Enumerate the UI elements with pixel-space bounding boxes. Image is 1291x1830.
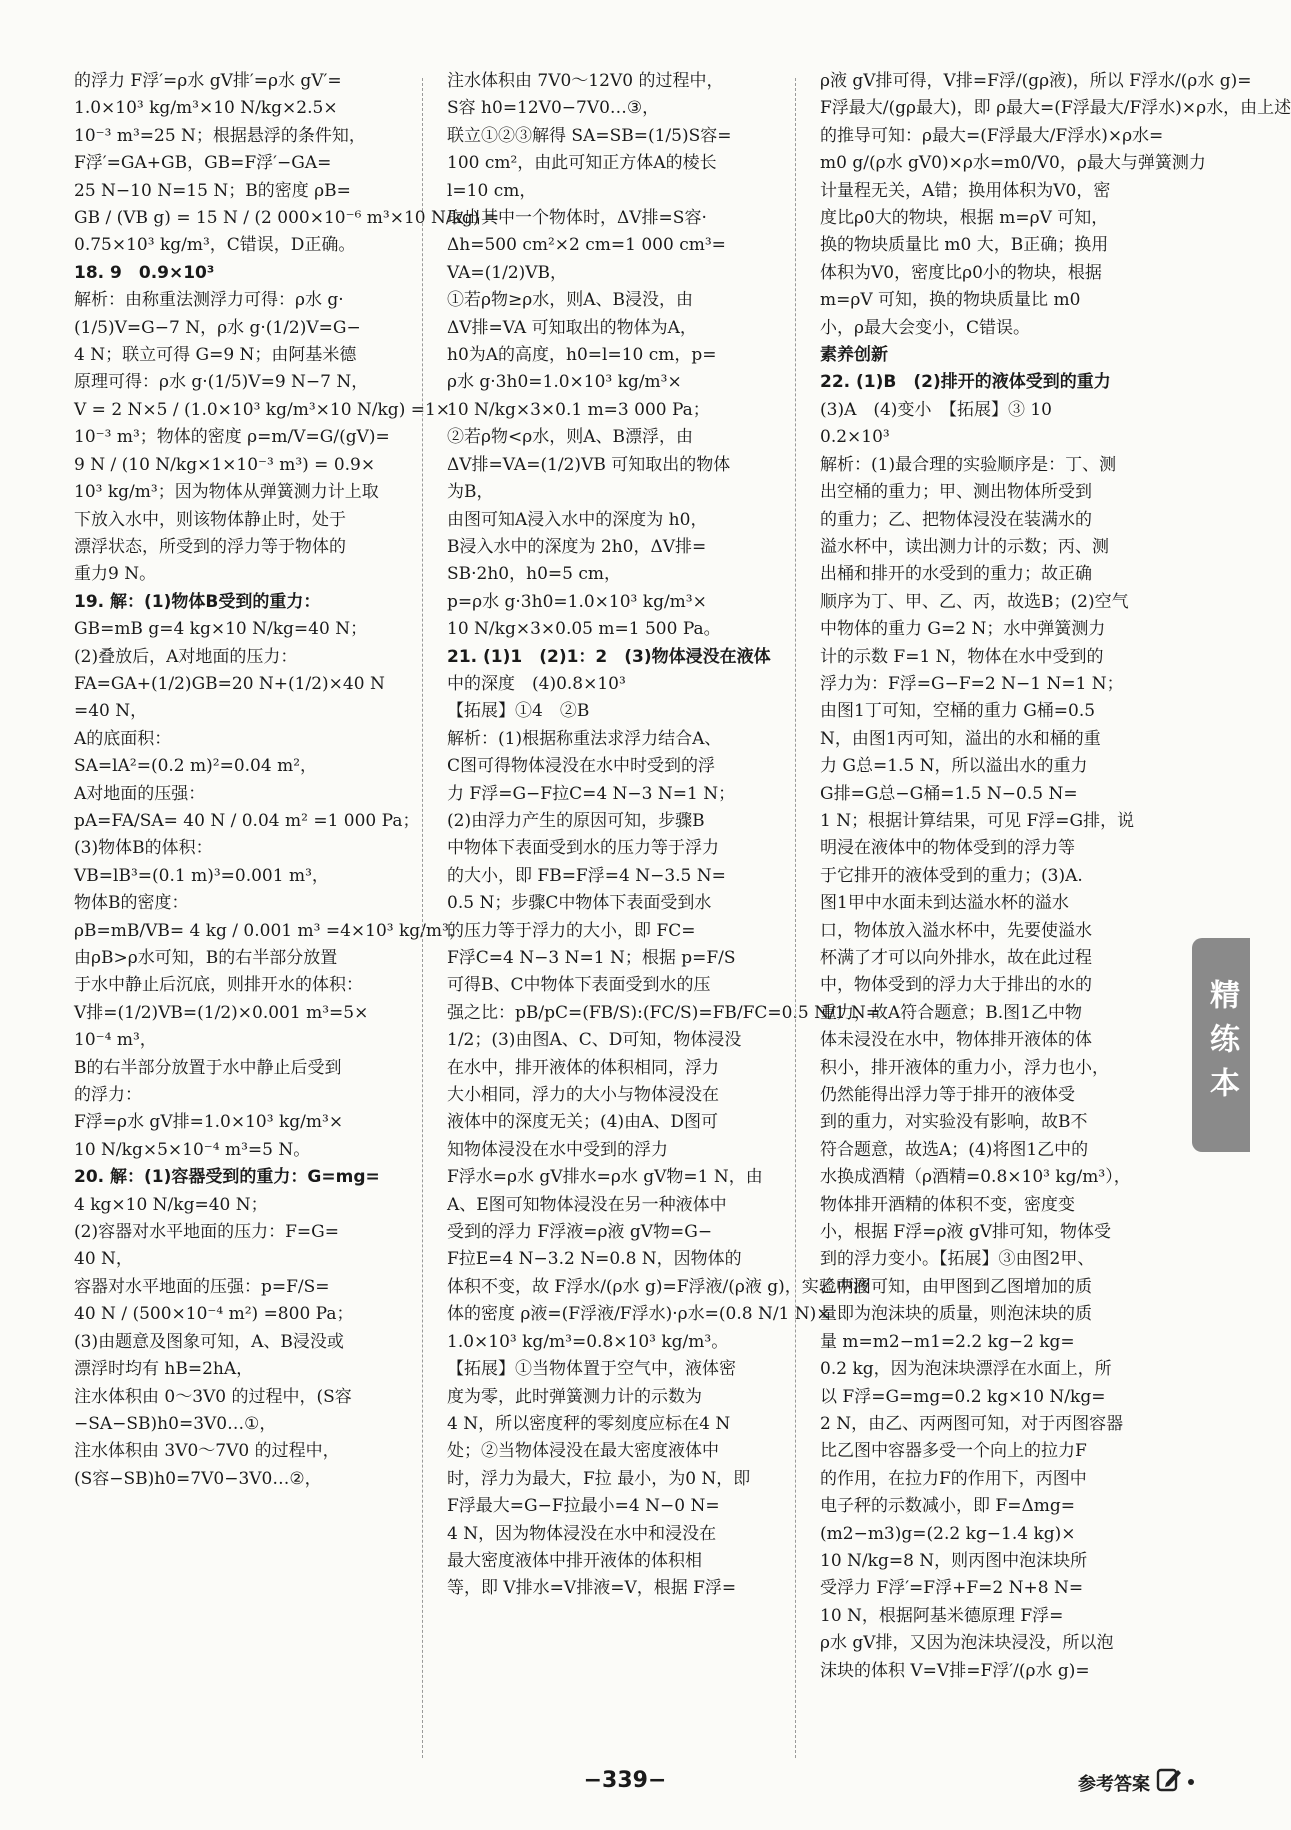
text-line: 到的浮力变小。【拓展】③由图2甲、 — [820, 1249, 1095, 1270]
text-line: 液体中的深度无关；(4)由A、D图可 — [447, 1112, 718, 1133]
text-line: A的底面积： — [74, 728, 172, 749]
text-line: F浮最大=G−F拉最小=4 N−0 N= — [447, 1496, 720, 1517]
text-line: 力 F浮=G−F拉C=4 N−3 N=1 N； — [447, 783, 736, 804]
text-line: 10 N，根据阿基米德原理 F浮= — [820, 1605, 1064, 1626]
text-line: 取出其中一个物体时，ΔV排=S容· — [447, 208, 707, 229]
text-line: 力 G总=1.5 N，所以溢出水的重力 — [820, 756, 1088, 777]
text-line: 2 N，由乙、丙两图可知，对于丙图容器 — [820, 1413, 1124, 1434]
text-line: 中的深度 (4)0.8×10³ — [447, 673, 626, 694]
text-line: 4 kg×10 N/kg=40 N； — [74, 1194, 268, 1215]
text-line: 21. (1)1 (2)1：2 (3)物体浸没在液体 — [447, 646, 771, 667]
text-line: 时，浮力为最大，F拉 最小，为0 N，即 — [447, 1468, 751, 1489]
text-line: ρ水 gV排，又因为泡沫块浸没，所以泡 — [820, 1633, 1114, 1654]
text-line: ρB=mB/VB= 4 kg / 0.001 m³ =4×10³ kg/m³， — [74, 920, 466, 941]
text-line: 【拓展】①4 ②B — [447, 701, 590, 722]
text-line: 水换成酒精（ρ酒精=0.8×10³ kg/m³）， — [820, 1167, 1131, 1188]
text-line: V排=(1/2)VB=(1/2)×0.001 m³=5× — [74, 1002, 369, 1023]
text-line: 【拓展】①当物体置于空气中，液体密 — [447, 1359, 736, 1380]
text-line: 注水体积由 7V0～12V0 的过程中， — [447, 71, 724, 91]
text-line: 乙两图可知，由甲图到乙图增加的质 — [820, 1276, 1092, 1297]
text-line: 10 N/kg×3×0.1 m=3 000 Pa； — [447, 399, 710, 420]
text-line: 量即为泡沫块的质量，则泡沫块的质 — [820, 1304, 1092, 1325]
text-line: 0.75×10³ kg/m³，C错误，D正确。 — [74, 235, 356, 256]
text-line: 小，根据 F浮=ρ液 gV排可知，物体受 — [820, 1222, 1111, 1243]
text-line: 积小，排开液体的重力小，浮力也小， — [820, 1057, 1109, 1078]
text-line: ②若ρ物<ρ水，则A、B漂浮，由 — [447, 427, 694, 448]
text-line: 知物体浸没在水中受到的浮力 — [447, 1139, 668, 1160]
text-line: SB·2h0，h0=5 cm， — [447, 564, 621, 585]
text-line: 10 N/kg×5×10⁻⁴ m³=5 N。 — [74, 1139, 311, 1160]
footer-label: 参考答案 — [1078, 1774, 1150, 1795]
text-line: −SA−SB)h0=3V0…①， — [74, 1413, 277, 1434]
text-line: 最大密度液体中排开液体的体积相 — [447, 1550, 702, 1571]
text-line: (1/5)V=G−7 N，ρ水 g·(1/2)V=G− — [74, 317, 361, 338]
text-line: 的浮力 F浮′=ρ水 gV排′=ρ水 gV′= — [74, 71, 342, 91]
text-line: 解析：(1)最合理的实验顺序是：丁、测 — [820, 454, 1117, 475]
text-line: 19. 解：(1)物体B受到的重力： — [74, 591, 321, 612]
text-line: F浮水=ρ水 gV排水=ρ水 gV物=1 N，由 — [447, 1167, 763, 1188]
text-line: 重力，故A符合题意；B.图1乙中物 — [820, 1002, 1082, 1023]
text-line: 的推导可知：ρ最大=(F浮最大/F浮水)×ρ水= — [820, 125, 1164, 146]
text-line: 图1甲中水面未到达溢水杯的溢水 — [820, 893, 1069, 914]
text-line: 联立①②③解得 SA=SB=(1/5)S容= — [447, 125, 732, 146]
text-line: 体积不变，故 F浮水/(ρ水 g)=F浮液/(ρ液 g)，实验中液 — [447, 1276, 870, 1297]
text-line: 杯满了才可以向外排水，故在此过程 — [820, 948, 1092, 968]
text-line: 注水体积由 3V0～7V0 的过程中， — [74, 1441, 340, 1462]
text-line: 电子秤的示数减小，即 F=Δmg= — [820, 1496, 1075, 1517]
text-line: 18. 9 0.9×10³ — [74, 262, 215, 283]
text-line: 0.2×10³ — [820, 427, 890, 448]
text-line: 22. (1)B (2)排开的液体受到的重力 — [820, 372, 1111, 393]
text-line: 于水中静止后沉底，则排开水的体积： — [74, 975, 363, 996]
text-line: A对地面的压强： — [74, 783, 206, 804]
text-line: B浸入水中的深度为 2h0，ΔV排= — [447, 536, 707, 557]
text-line: (3)物体B的体积： — [74, 838, 213, 859]
column-divider — [422, 78, 423, 1758]
text-line: 10⁻³ m³=25 N；根据悬浮的条件知， — [74, 125, 366, 146]
text-line: GB=mB g=4 kg×10 N/kg=40 N； — [74, 619, 368, 640]
text-line: 比乙图中容器多受一个向上的拉力F — [820, 1441, 1087, 1462]
text-line: 10³ kg/m³；因为物体从弹簧测力计上取 — [74, 482, 379, 503]
text-line: 由ρB>ρ水可知，B的右半部分放置 — [74, 948, 338, 968]
text-line: 可得B、C中物体下表面受到水的压 — [447, 975, 711, 996]
text-line: p=ρ水 g·3h0=1.0×10³ kg/m³× — [447, 591, 707, 612]
text-line: F浮′=GA+GB，GB=F浮′−GA= — [74, 153, 332, 174]
text-line: (3)由题意及图象可知，A、B浸没或 — [74, 1331, 344, 1352]
text-line: 为B， — [447, 482, 494, 503]
text-line: S容 h0=12V0−7V0…③， — [447, 98, 660, 119]
text-line: 容器对水平地面的压强：p=F/S= — [74, 1276, 330, 1297]
text-line: 由图可知A浸入水中的深度为 h0， — [447, 509, 708, 530]
text-line: 到的重力，对实验没有影响，故B不 — [820, 1112, 1088, 1133]
text-line: 强之比：pB/pC=(FB/S):(FC/S)=FB/FC=0.5 N/1 N= — [447, 1002, 881, 1023]
text-line: 1.0×10³ kg/m³=0.8×10³ kg/m³。 — [447, 1331, 729, 1352]
text-line: F浮C=4 N−3 N=1 N；根据 p=F/S — [447, 948, 736, 968]
text-line: ρ水 g·3h0=1.0×10³ kg/m³× — [447, 372, 682, 393]
text-line: pA=FA/SA= 40 N / 0.04 m² =1 000 Pa； — [74, 810, 420, 831]
text-line: 中，物体受到的浮力大于排出的水的 — [820, 975, 1092, 996]
text-line: 度比ρ0大的物块，根据 m=ρV 可知， — [820, 208, 1109, 229]
side-tab-label: 精练本 — [1204, 979, 1239, 1111]
text-line: 物体B的密度： — [74, 893, 189, 914]
column-divider — [795, 78, 796, 1758]
text-line: 量 m=m2−m1=2.2 kg−2 kg= — [820, 1331, 1075, 1352]
text-line: 9 N / (10 N/kg×1×10⁻³ m³) = 0.9× — [74, 454, 376, 475]
dot-marker — [1188, 1779, 1194, 1785]
text-line: 4 N，所以密度秤的零刻度应标在4 N — [447, 1413, 731, 1434]
text-line: A、E图可知物体浸没在另一种液体中 — [447, 1194, 727, 1215]
text-line: 换的物块质量比 m0 大，B正确；换用 — [820, 235, 1109, 256]
text-line: 物体排开酒精的体积不变，密度变 — [820, 1194, 1075, 1215]
text-line: 注水体积由 0～3V0 的过程中，(S容 — [74, 1386, 352, 1407]
side-tab — [1192, 938, 1250, 1152]
text-line: FA=GA+(1/2)GB=20 N+(1/2)×40 N — [74, 673, 385, 694]
text-line: 20. 解：(1)容器受到的重力：G=mg= — [74, 1167, 380, 1188]
text-line: 10 N/kg=8 N，则丙图中泡沫块所 — [820, 1550, 1088, 1571]
text-line: 0.2 kg，因为泡沫块漂浮在水面上，所 — [820, 1359, 1112, 1380]
text-line: 的压力等于浮力的大小，即 FC= — [447, 920, 696, 941]
text-line: ΔV排=VA=(1/2)VB 可知取出的物体 — [447, 454, 731, 475]
text-line: 100 cm²，由此可知正方体A的棱长 — [447, 153, 717, 174]
text-line: 下放入水中，则该物体静止时，处于 — [74, 509, 346, 530]
text-line: GB / (VB g) = 15 N / (2 000×10⁻⁶ m³×10 N/kg) = — [74, 208, 500, 229]
text-line: 中物体下表面受到水的压力等于浮力 — [447, 838, 719, 859]
text-line: 4 N；联立可得 G=9 N；由阿基米德 — [74, 345, 357, 366]
text-line: SA=lA²=(0.2 m)²=0.04 m²， — [74, 756, 318, 777]
text-line: ①若ρ物≥ρ水，则A、B浸没，由 — [447, 290, 694, 311]
text-line: =40 N， — [74, 701, 148, 722]
text-line: 顺序为丁、甲、乙、丙，故选B；(2)空气 — [820, 591, 1129, 612]
text-line: F浮最大/(gρ最大)，即 ρ最大=(F浮最大/F浮水)×ρ水，由上述 — [820, 98, 1291, 119]
text-line: 的作用，在拉力F的作用下，丙图中 — [820, 1468, 1087, 1489]
text-line: 漂浮时均有 hB=2hA， — [74, 1359, 254, 1380]
text-line: VA=(1/2)VB， — [447, 262, 568, 283]
text-line: 1/2；(3)由图A、C、D可知，物体浸没 — [447, 1030, 742, 1051]
text-line: 出空桶的重力；甲、测出物体所受到 — [820, 482, 1092, 503]
text-line: 1 N；根据计算结果，可见 F浮=G排，说 — [820, 810, 1135, 831]
text-line: (m2−m3)g=(2.2 kg−1.4 kg)× — [820, 1523, 1076, 1544]
text-line: 大小相同，浮力的大小与物体浸没在 — [447, 1085, 719, 1106]
text-line: F浮=ρ水 gV排=1.0×10³ kg/m³× — [74, 1112, 344, 1133]
text-line: 计量程无关，A错；换用体积为V0，密 — [820, 180, 1111, 201]
text-line: V = 2 N×5 / (1.0×10³ kg/m³×10 N/kg) =1× — [74, 399, 451, 420]
text-line: m=ρV 可知，换的物块质量比 m0 — [820, 290, 1081, 311]
text-line: VB=lB³=(0.1 m)³=0.001 m³， — [74, 865, 329, 886]
text-line: 25 N−10 N=15 N；B的密度 ρB= — [74, 180, 351, 201]
text-line: (2)由浮力产生的原因可知，步骤B — [447, 810, 705, 831]
text-line: 溢水杯中，读出测力计的示数；丙、测 — [820, 536, 1109, 557]
text-line: 的大小，即 FB=F浮=4 N−3.5 N= — [447, 865, 726, 886]
text-line: 浮力为：F浮=G−F=2 N−1 N=1 N； — [820, 673, 1124, 694]
text-line: 4 N，因为物体浸没在水中和浸没在 — [447, 1523, 717, 1544]
text-line: 仍然能得出浮力等于排开的液体受 — [820, 1085, 1075, 1106]
text-line: Δh=500 cm²×2 cm=1 000 cm³= — [447, 235, 726, 256]
text-line: 明浸在液体中的物体受到的浮力等 — [820, 838, 1075, 859]
page-number: −339− — [583, 1768, 667, 1793]
text-line: 体未浸没在水中，物体排开液体的体 — [820, 1030, 1092, 1051]
text-line: 等，即 V排水=V排液=V，根据 F浮= — [447, 1578, 737, 1599]
text-line: 计的示数 F=1 N，物体在水中受到的 — [820, 646, 1104, 667]
text-line: 小，ρ最大会变小，C错误。 — [820, 317, 1031, 338]
text-line: 由图1丁可知，空桶的重力 G桶=0.5 — [820, 701, 1096, 722]
text-line: m0 g/(ρ水 gV0)×ρ水=m0/V0，ρ最大与弹簧测力 — [820, 153, 1206, 174]
text-line: ρ液 gV排可得，V排=F浮/(gρ液)，所以 F浮水/(ρ水 g)= — [820, 71, 1252, 91]
text-line: 解析：由称重法测浮力可得：ρ水 g· — [74, 290, 344, 311]
text-line: N，由图1丙可知，溢出的水和桶的重 — [820, 728, 1101, 749]
text-line: l=10 cm， — [447, 180, 537, 201]
text-line: B的右半部分放置于水中静止后受到 — [74, 1057, 342, 1078]
text-line: 出桶和排开的水受到的重力；故正确 — [820, 564, 1092, 585]
text-line: 处；②当物体浸没在最大密度液体中 — [447, 1441, 719, 1462]
pen-edit-icon — [1156, 1766, 1182, 1792]
text-line: 于它排开的液体受到的重力；(3)A. — [820, 865, 1083, 886]
text-line: 40 N， — [74, 1249, 133, 1270]
text-line: 10⁻⁴ m³， — [74, 1030, 157, 1051]
text-line: 的重力；乙、把物体浸没在装满水的 — [820, 509, 1092, 530]
text-line: 原理可得：ρ水 g·(1/5)V=9 N−7 N， — [74, 372, 369, 393]
text-line: (2)容器对水平地面的压力：F=G= — [74, 1222, 339, 1243]
text-line: F拉E=4 N−3.2 N=0.8 N，因物体的 — [447, 1249, 742, 1270]
text-line: (2)叠放后，A对地面的压力： — [74, 646, 298, 667]
text-line: 口，物体放入溢水杯中，先要使溢水 — [820, 920, 1092, 941]
text-line: 受浮力 F浮′=F浮+F=2 N+8 N= — [820, 1578, 1084, 1599]
text-line: 40 N / (500×10⁻⁴ m²) =800 Pa； — [74, 1304, 354, 1325]
text-line: (S容−SB)h0=7V0−3V0…②， — [74, 1468, 322, 1489]
text-line: 受到的浮力 F浮液=ρ液 gV物=G− — [447, 1222, 713, 1243]
text-line: 素养创新 — [820, 345, 888, 366]
text-line: 10 N/kg×3×0.05 m=1 500 Pa。 — [447, 619, 721, 640]
text-line: (3)A (4)变小 【拓展】③ 10 — [820, 399, 1052, 420]
text-line: 0.5 N；步骤C中物体下表面受到水 — [447, 893, 712, 914]
text-line: 在水中，排开液体的体积相同，浮力 — [447, 1057, 719, 1078]
text-line: ΔV排=VA 可知取出的物体为A， — [447, 317, 697, 338]
text-line: 体积为V0，密度比ρ0小的物块，根据 — [820, 262, 1102, 283]
text-line: G排=G总−G桶=1.5 N−0.5 N= — [820, 783, 1078, 804]
text-line: h0为A的高度，h0=l=10 cm，p= — [447, 345, 717, 366]
text-line: C图可得物体浸没在水中时受到的浮 — [447, 756, 716, 777]
text-line: 沫块的体积 V=V排=F浮′/(ρ水 g)= — [820, 1660, 1090, 1681]
text-line: 的浮力： — [74, 1085, 142, 1106]
text-line: 体的密度 ρ液=(F浮液/F浮水)·ρ水=(0.8 N/1 N)× — [447, 1304, 831, 1325]
text-line: 中物体的重力 G=2 N；水中弹簧测力 — [820, 619, 1106, 640]
text-line: 1.0×10³ kg/m³×10 N/kg×2.5× — [74, 98, 338, 119]
text-line: 重力9 N。 — [74, 564, 157, 585]
text-line: 度为零，此时弹簧测力计的示数为 — [447, 1386, 702, 1407]
text-line: 解析：(1)根据称重法求浮力结合A、 — [447, 728, 722, 749]
text-line: 漂浮状态，所受到的浮力等于物体的 — [74, 536, 346, 557]
text-line: 10⁻³ m³；物体的密度 ρ=m/V=G/(gV)= — [74, 427, 390, 448]
text-line: 符合题意，故选A；(4)将图1乙中的 — [820, 1139, 1089, 1160]
text-line: 以 F浮=G=mg=0.2 kg×10 N/kg= — [820, 1386, 1106, 1407]
